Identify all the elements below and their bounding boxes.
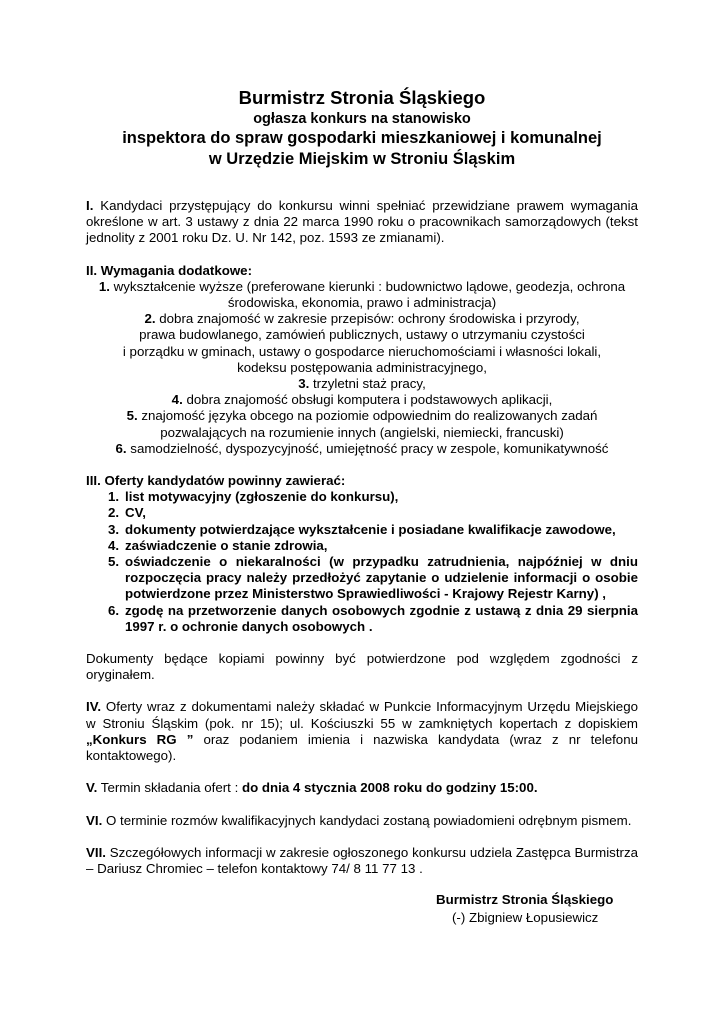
page-title: Burmistrz Stronia Śląskiego: [238, 87, 486, 108]
envelope-marker: „Konkurs RG ”: [86, 731, 194, 747]
list-item: 3. dokumenty potwierdzające wykształcenie i posiadane kwalifikacje zawodowe,: [108, 521, 616, 537]
section-5: V. Termin składania ofert : do dnia 4 stycznia 2008 roku do godziny 15:00.: [86, 780, 538, 796]
requirement-item: 4. dobra znajomość obsługi komputera i podstawowych aplikacji,: [171, 392, 553, 408]
requirement-item: 6. samodzielność, dyspozycyjność, umiejętność pracy w zespole, komunikatywność: [115, 440, 609, 456]
section-6: VI. O terminie rozmów kwalifikacyjnych kandydaci zostaną powiadomieni odrębnym pismem.: [86, 812, 632, 828]
requirement-item-cont: kodeksu postępowania administracyjnego,: [237, 359, 487, 375]
section-1-text: Kandydaci przystępujący do konkursu winni spełniać przewidziane prawem wymagania określone w art. 3 ustawy z dnia 22 marca 1990 roku o pracownikach samorządowych (tekst jednolity z 2001 roku Dz. U. Nr 142, poz. 1593 ze zmianami).: [86, 198, 638, 246]
requirement-item-cont: i porządku w gminach, ustawy o gospodarce nieruchomościami i własności lokali,: [122, 343, 602, 359]
list-item: 5. oświadczenie o niekaralności (w przypadku zatrudnienia, najpóźniej w dniu rozpoczęcia pracy należy przedłożyć zapytanie o udzielenie informacji o osobie potwierdzone przez Ministerstwo Sprawiedliwości - Krajowy Rejestr Karny) ,: [108, 554, 638, 602]
copies-note: Dokumenty będące kopiami powinny być potwierdzone pod względem zgodności z oryginałem.: [86, 651, 638, 683]
section-2-list: [86, 279, 638, 457]
offers-list: [86, 489, 638, 635]
requirement-item: 3. trzyletni staż pracy,: [298, 376, 426, 392]
section-2: [86, 263, 638, 457]
deadline: do dnia 4 stycznia 2008 roku do godziny 15:00.: [241, 780, 538, 796]
list-item: 1. list motywacyjny (zgłoszenie do konkursu),: [108, 489, 399, 505]
signature-title: Burmistrz Stronia Śląskiego: [436, 892, 614, 907]
requirement-item-cont: środowiska, ekonomia, prawo i administracja): [227, 295, 497, 311]
position-title-line1: inspektora do spraw gospodarki mieszkaniowej i komunalnej: [122, 129, 602, 147]
section-1-numeral: I.: [86, 198, 94, 213]
section-4: IV. Oferty wraz z dokumentami należy składać w Punkcie Informacyjnym Urzędu Miejskiego w Stroniu Śląskim (pok. nr 15); ul. Kościuszki 55 w zamkniętych kopertach z dopiskiem „Konkurs RG ” oraz podaniem imienia i nazwiska kandydata (wraz z nr telefonu kontaktowego).: [86, 699, 638, 764]
signature-name: (-) Zbigniew Łopusiewicz: [452, 910, 599, 925]
list-item: 2. CV,: [108, 505, 146, 521]
requirement-item-cont: pozwalających na rozumienie innych (angielski, niemiecki, francuski): [160, 424, 564, 440]
document-body: [86, 198, 638, 877]
requirement-item: 1. wykształcenie wyższe (preferowane kierunki : budownictwo lądowe, geodezja, ochrona: [98, 278, 626, 294]
document-header: [0, 86, 724, 170]
page-subtitle: ogłasza konkurs na stanowisko: [253, 111, 471, 127]
section-3: [86, 473, 638, 635]
section-7: VII. Szczegółowych informacji w zakresie ogłoszonego konkursu udziela Zastępca Burmistrza – Dariusz Chromiec – telefon kontaktowy 74/ 8 11 77 13 .: [86, 844, 638, 876]
requirement-item: 2. dobra znajomość w zakresie przepisów: ochrony środowiska i przyrody,: [144, 311, 580, 327]
list-item: 4. zaświadczenie o stanie zdrowia,: [108, 537, 328, 553]
position-title-line2: w Urzędzie Miejskim w Stroniu Śląskim: [208, 150, 516, 168]
requirement-item-cont: prawa budowlanego, zamówień publicznych, ustawy o utrzymaniu czystości: [139, 327, 585, 343]
list-item: 6. zgodę na przetworzenie danych osobowych zgodnie z ustawą z dnia 29 sierpnia 1997 r. o ochronie danych osobowych .: [108, 602, 638, 634]
section-2-heading: II. Wymagania dodatkowe:: [86, 262, 252, 278]
section-1: [86, 198, 638, 247]
requirement-item: 5. znajomość języka obcego na poziomie odpowiednim do realizowanych zadań: [126, 408, 598, 424]
section-3-heading: III. Oferty kandydatów powinny zawierać:: [86, 473, 346, 489]
